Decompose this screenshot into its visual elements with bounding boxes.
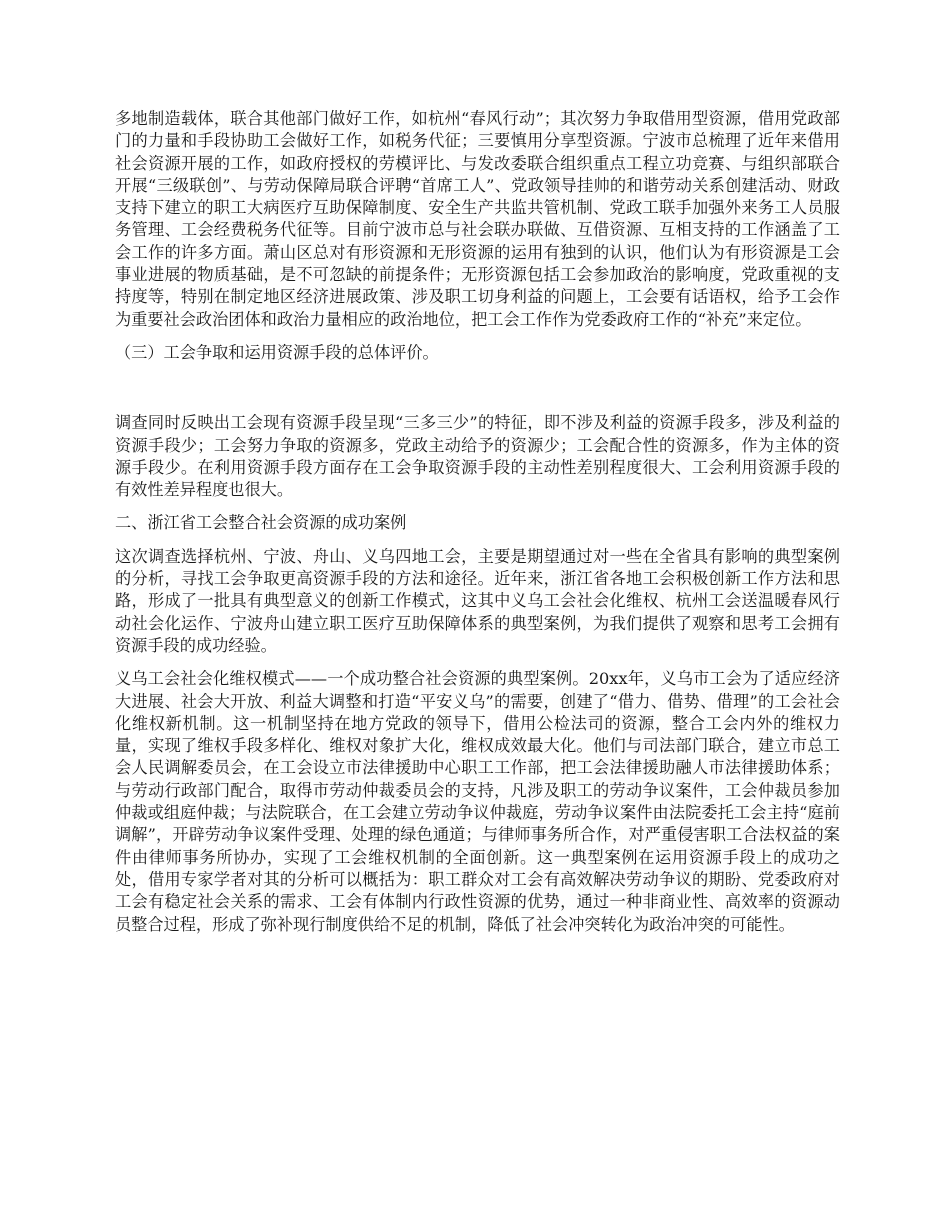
- paragraph-three-more-three-less: 调查同时反映出工会现有资源手段呈现“三多三少”的特征，即不涉及利益的资源手段多，涉及利益的资源手段少；工会努力争取的资源多，党政主动给予的资源少；工会配合性的资源多，作为主体的资源手段少。在利用资源手段方面存在工会争取资源手段的主动性差别程度很大、工会利用资源手段的有效性差异程度也很大。: [115, 413, 840, 500]
- section-heading-evaluation: （三）工会争取和运用资源手段的总体评价。: [115, 342, 439, 362]
- document-page: [115, 108, 840, 947]
- blank-gap: [115, 375, 840, 412]
- paragraph-resources-usage: 多地制造载体，联合其他部门做好工作，如杭州“春风行动”；其次努力争取借用型资源，借用党政部门的力量和手段协助工会做好工作，如税务代征；三要慎用分享型资源。宁波市总梳理了近年来借用社会资源开展的工作，如政府授权的劳模评比、与发改委联合组织重点工程立功竞赛、与组织部联合开展“三级联创”、与劳动保障局联合评聘“首席工人”、党政领导挂帅的和谐劳动关系创建活动、财政支持下建立的职工大病医疗互助保障制度、安全生产共监共管机制、党政工联手加强外来务工人员服务管理、工会经费税务代征等。目前宁波市总与社会联办联做、互借资源、互相支持的工作涵盖了工会工作的许多方面。萧山区总对有形资源和无形资源的运用有独到的认识，他们认为有形资源是工会事业进展的物质基础，是不可忽缺的前提条件；无形资源包括工会参加政治的影响度，党政重视的支持度等，特别在制定地区经济进展政策、涉及职工切身利益的问题上，工会要有话语权，给予工会作为重要社会政治团体和政治力量相应的政治地位，把工会工作作为党委政府工作的“补充”来定位。: [115, 109, 840, 329]
- section-heading-success-cases: 二、浙江省工会整合社会资源的成功案例: [115, 513, 407, 533]
- paragraph-survey-selection: 这次调查选择杭州、宁波、舟山、义乌四地工会，主要是期望通过对一些在全省具有影响的典型案例的分析，寻找工会争取更高资源手段的方法和途径。近年来，浙江省各地工会积极创新工作方法和思路，形成了一批具有典型意义的创新工作模式，这其中义乌工会社会化维权、杭州工会送温暖春风行动社会化运作、宁波舟山建立职工医疗互助保障体系的典型案例，为我们提供了观察和思考工会拥有资源手段的成功经验。: [115, 546, 840, 655]
- paragraph-yiwu-case: 义乌工会社会化维权模式——一个成功整合社会资源的典型案例。20xx年，义乌市工会为了适应经济大进展、社会大开放、利益大调整和打造“平安义乌”的需要，创建了“借力、借势、借理”的工会社会化维权新机制。这一机制坚持在地方党政的领导下，借用公检法司的资源，整合工会内外的维权力量，实现了维权手段多样化、维权对象扩大化，维权成效最大化。他们与司法部门联合，建立市总工会人民调解委员会，在工会设立市法律援助中心职工工作部，把工会法律援助融人市法律援助体系；与劳动行政部门配合，取得市劳动仲裁委员会的支持，凡涉及职工的劳动争议案件，工会仲裁员参加仲裁或组庭仲裁；与法院联合，在工会建立劳动争议仲裁庭，劳动争议案件由法院委托工会主持“庭前调解”，开辟劳动争议案件受理、处理的绿色通道；与律师事务所合作，对严重侵害职工合法权益的案件由律师事务所协办，实现了工会维权机制的全面创新。这一典型案例在运用资源手段上的成功之处，借用专家学者对其的分析可以概括为：职工群众对工会有高效解决劳动争议的期盼、党委政府对工会有稳定社会关系的需求、工会有体制内行政性资源的优势，通过一种非商业性、高效率的资源动员整合过程，形成了弥补现行制度供给不足的机制，降低了社会冲突转化为政治冲突的可能性。: [115, 669, 840, 934]
